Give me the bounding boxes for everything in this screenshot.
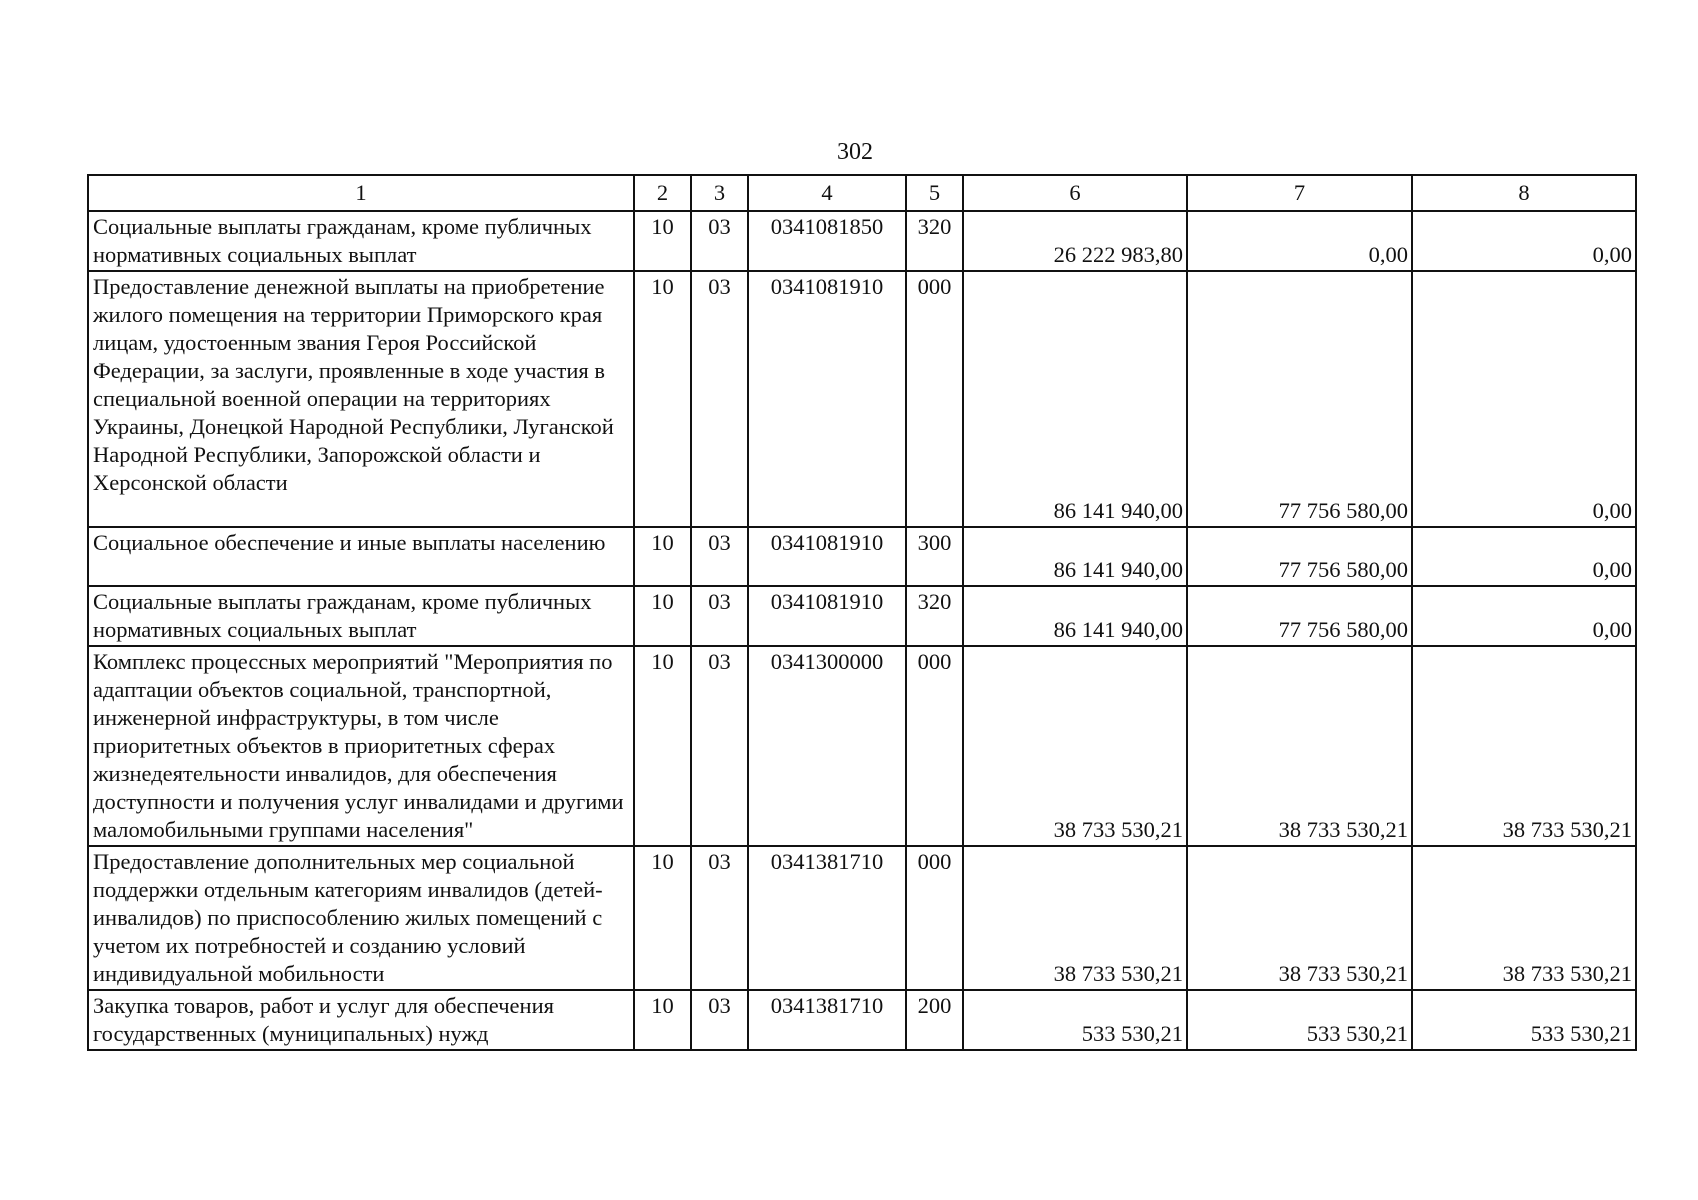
amount-col8: 38 733 530,21 xyxy=(1412,846,1636,990)
table-header-row xyxy=(88,175,1636,211)
amount-col6: 38 733 530,21 xyxy=(963,846,1187,990)
amount-col6: 26 222 983,80 xyxy=(963,211,1187,271)
table-row xyxy=(88,211,1636,271)
column-header: 5 xyxy=(906,175,963,211)
target-article-code: 0341381710 xyxy=(748,846,906,990)
section-code: 10 xyxy=(634,846,691,990)
table-row xyxy=(88,990,1636,1050)
subsection-code: 03 xyxy=(691,846,748,990)
budget-table xyxy=(87,174,1637,1051)
amount-col8: 0,00 xyxy=(1412,271,1636,527)
expense-type-code: 000 xyxy=(906,646,963,846)
subsection-code: 03 xyxy=(691,271,748,527)
amount-col7: 533 530,21 xyxy=(1187,990,1412,1050)
amount-col8: 0,00 xyxy=(1412,527,1636,586)
amount-col6: 86 141 940,00 xyxy=(963,586,1187,646)
target-article-code: 0341081910 xyxy=(748,527,906,586)
column-header: 2 xyxy=(634,175,691,211)
amount-col8: 533 530,21 xyxy=(1412,990,1636,1050)
table-row xyxy=(88,646,1636,846)
expense-type-code: 320 xyxy=(906,586,963,646)
section-code: 10 xyxy=(634,990,691,1050)
column-header: 7 xyxy=(1187,175,1412,211)
amount-col8: 0,00 xyxy=(1412,586,1636,646)
row-name: Предоставление дополнительных мер социальной поддержки отдельным категориям инвалидов (детей-инвалидов) по приспособлению жилых помещений с учетом их потребностей и созданию условий индивидуальной мобильности xyxy=(88,846,634,990)
subsection-code: 03 xyxy=(691,646,748,846)
amount-col8: 0,00 xyxy=(1412,211,1636,271)
column-header: 6 xyxy=(963,175,1187,211)
row-name: Предоставление денежной выплаты на приобретение жилого помещения на территории Приморского края лицам, удостоенным звания Героя Российской Федерации, за заслуги, проявленные в ходе участия в специальной военной операции на территориях Украины, Донецкой Народной Республики, Луганской Народной Республики, Запорожской области и Херсонской области xyxy=(88,271,634,527)
column-header: 4 xyxy=(748,175,906,211)
amount-col7: 0,00 xyxy=(1187,211,1412,271)
target-article-code: 0341081850 xyxy=(748,211,906,271)
column-header: 3 xyxy=(691,175,748,211)
section-code: 10 xyxy=(634,646,691,846)
expense-type-code: 300 xyxy=(906,527,963,586)
column-header: 8 xyxy=(1412,175,1636,211)
section-code: 10 xyxy=(634,271,691,527)
section-code: 10 xyxy=(634,527,691,586)
row-name: Социальное обеспечение и иные выплаты населению xyxy=(88,527,634,586)
amount-col7: 77 756 580,00 xyxy=(1187,527,1412,586)
subsection-code: 03 xyxy=(691,586,748,646)
section-code: 10 xyxy=(634,586,691,646)
target-article-code: 0341300000 xyxy=(748,646,906,846)
subsection-code: 03 xyxy=(691,527,748,586)
expense-type-code: 320 xyxy=(906,211,963,271)
table-row xyxy=(88,271,1636,527)
amount-col6: 38 733 530,21 xyxy=(963,646,1187,846)
amount-col7: 77 756 580,00 xyxy=(1187,271,1412,527)
amount-col8: 38 733 530,21 xyxy=(1412,646,1636,846)
target-article-code: 0341081910 xyxy=(748,586,906,646)
amount-col6: 533 530,21 xyxy=(963,990,1187,1050)
row-name: Комплекс процессных мероприятий "Мероприятия по адаптации объектов социальной, транспортной, инженерной инфраструктуры, в том числе приоритетных объектов в приоритетных сферах жизнедеятельности инвалидов, для обеспечения доступности и получения услуг инвалидами и другими маломобильными группами населения" xyxy=(88,646,634,846)
expense-type-code: 200 xyxy=(906,990,963,1050)
page-number: 302 xyxy=(837,139,873,165)
section-code: 10 xyxy=(634,211,691,271)
amount-col7: 38 733 530,21 xyxy=(1187,646,1412,846)
amount-col6: 86 141 940,00 xyxy=(963,271,1187,527)
amount-col6: 86 141 940,00 xyxy=(963,527,1187,586)
table-row xyxy=(88,586,1636,646)
row-name: Социальные выплаты гражданам, кроме публичных нормативных социальных выплат xyxy=(88,211,634,271)
row-name: Социальные выплаты гражданам, кроме публичных нормативных социальных выплат xyxy=(88,586,634,646)
subsection-code: 03 xyxy=(691,990,748,1050)
target-article-code: 0341081910 xyxy=(748,271,906,527)
row-name: Закупка товаров, работ и услуг для обеспечения государственных (муниципальных) нужд xyxy=(88,990,634,1050)
expense-type-code: 000 xyxy=(906,271,963,527)
column-header: 1 xyxy=(88,175,634,211)
target-article-code: 0341381710 xyxy=(748,990,906,1050)
table-row xyxy=(88,527,1636,586)
expense-type-code: 000 xyxy=(906,846,963,990)
amount-col7: 38 733 530,21 xyxy=(1187,846,1412,990)
subsection-code: 03 xyxy=(691,211,748,271)
table-row xyxy=(88,846,1636,990)
amount-col7: 77 756 580,00 xyxy=(1187,586,1412,646)
